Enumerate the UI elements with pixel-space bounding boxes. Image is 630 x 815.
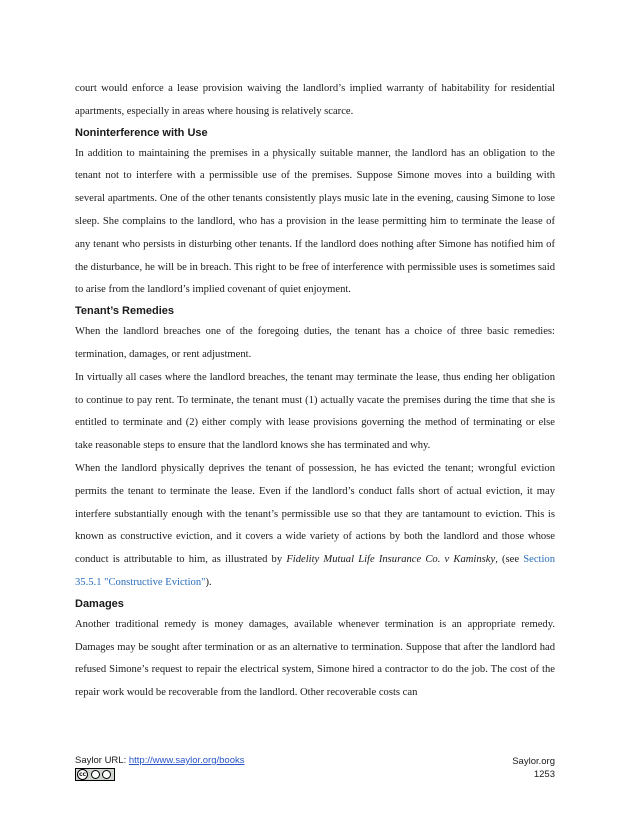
paragraph-damages: Another traditional remedy is money damages, available whenever termination is an appropriate remedy. Damages may be sought after termination or as an alternative to termination. Suppose that after the landlord had refused Simone’s request to repair the electrical system, Simone hired a contractor to do the job. The cost of the repair work would be recoverable from the landlord. Other recoverable costs can [75,618,555,699]
paragraph-termination: In virtually all cases where the landlord breaches, the tenant may terminate the lease, thus ending her obligation to continue to pay rent. To terminate, the tenant must (1) actually vacate the premises during the time that she is entitled to terminate and (2) either comply with lease provisions governing the method of terminating or else take reasonable steps to ensure that the landlord knows she has terminated and why. [75,371,555,452]
attribution-icon [91,770,100,779]
paragraph-noninterference: In addition to maintaining the premises in a physically suitable manner, the landlord has an obligation to the tenant not to interfere with a permissible use of the premises. Suppose Simone moves into a building with several apartments. One of the other tenants consistently plays music late in the evening, causing Simone to lose sleep. She complains to the landlord, who has a provision in the lease permitting him to terminate the lease of any tenant who persists in disturbing other tenants. If the landlord does nothing after Simone has notified him of the disturbance, he will be in breach. This right to be free of interference with permissible uses is sometimes said to arise from the landlord’s implied covenant of quiet enjoyment. [75,147,555,296]
eviction-text: When the landlord physically deprives the tenant of possession, he has evicted the tenant; wrongful eviction permits the tenant to terminate the lease. Even if the landlord’s conduct falls short of actual eviction, it may interfere substantially enough with the tenant’s permissible use so that they are tantamount to eviction. This is known as constructive eviction, and it covers a wide variety of actions by both the landlord and those whose conduct is attributable to him, as illustrated by [75,462,555,566]
footer-url [75,755,245,766]
eviction-text-end: ). [205,576,212,588]
creative-commons-license-icon[interactable] [75,768,115,781]
page-number: 1253 [533,769,555,780]
paragraph-habitability: court would enforce a lease provision waiving the landlord’s implied warranty of habitability for residential apartments, especially in areas where housing is relatively scarce. [75,83,555,117]
heading-noninterference: Noninterference with Use [75,126,208,139]
share-alike-icon [102,770,111,779]
saylor-books-link[interactable]: http://www.saylor.org/books [128,755,245,766]
eviction-text-mid: , (see [495,554,524,566]
paragraph-remedies-intro: When the landlord breaches one of the foregoing duties, the tenant has a choice of three basic remedies: termination, damages, or rent adjustment. [75,326,555,360]
footer-site: Saylor.org [512,756,555,767]
footer-url-label: Saylor URL: [75,755,129,766]
footer-right [512,755,555,781]
license-terms-icons [91,770,111,779]
paragraph-eviction [75,458,555,595]
section-link-constructive-eviction[interactable]: Section 35.5.1 "Constructive Eviction" [75,554,555,588]
heading-damages: Damages [75,597,124,610]
heading-tenants-remedies: Tenant’s Remedies [75,305,175,318]
case-citation: Fidelity Mutual Life Insurance Co. v Kaminsky [286,554,496,566]
document-body [75,78,555,705]
cc-logo-icon: cc [78,771,87,778]
